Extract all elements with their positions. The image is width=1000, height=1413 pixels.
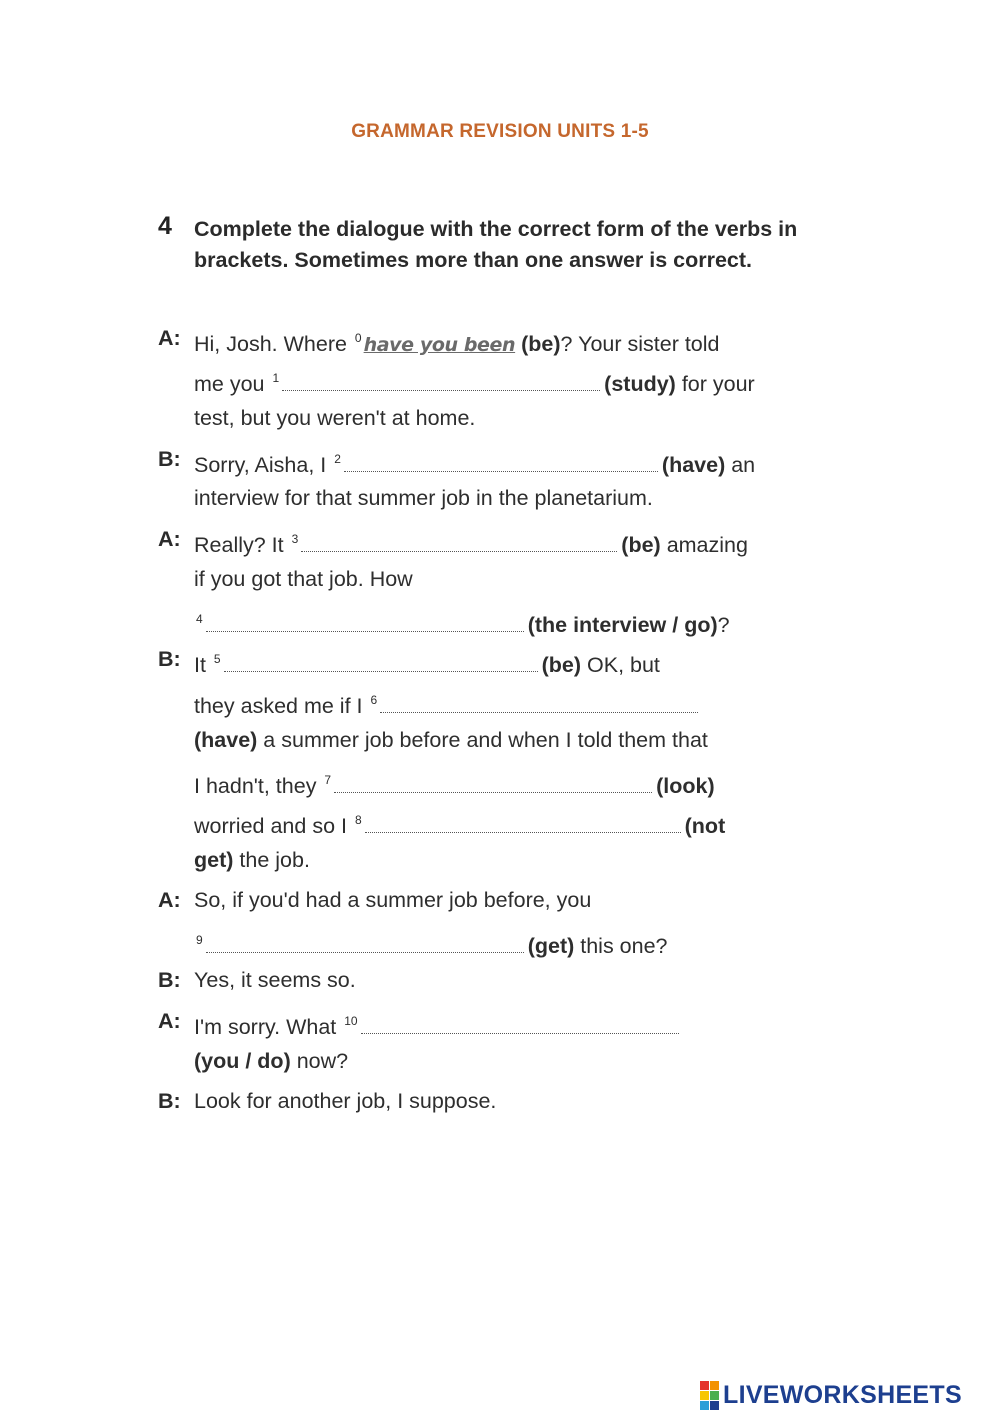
gap-number: 2	[334, 452, 341, 466]
gap-number: 3	[291, 532, 299, 546]
dialogue-text: Yes, it seems so.	[194, 968, 356, 992]
logo-block	[710, 1401, 719, 1410]
dialogue-text: me you	[194, 372, 271, 396]
dialogue-line	[194, 322, 720, 354]
dialogue-text: So, if you'd had a summer job before, you	[194, 888, 592, 912]
verb-prompt: (the interview / go)	[527, 613, 718, 637]
dialogue-text: It	[194, 653, 212, 677]
dialogue-line	[194, 1005, 683, 1037]
logo-blocks-icon	[700, 1381, 719, 1410]
dialogue-text: ? Your sister told	[560, 332, 720, 356]
answer-blank-7[interactable]	[334, 778, 652, 793]
dialogue-text: the job.	[233, 848, 310, 872]
dialogue-line	[194, 1045, 348, 1077]
verb-prompt: (get)	[527, 934, 575, 958]
dialogue-text: for your	[675, 372, 755, 396]
speaker-label: B:	[158, 647, 181, 671]
gap-number: 7	[324, 773, 332, 787]
dialogue-line	[194, 804, 725, 836]
answer-blank-5[interactable]	[224, 657, 538, 672]
speaker-label: A:	[158, 527, 181, 551]
dialogue-line	[194, 764, 715, 796]
dialogue-line	[194, 1085, 496, 1117]
dialogue-text: OK, but	[581, 653, 660, 677]
logo-block	[700, 1401, 709, 1410]
exercise-number: 4	[158, 212, 172, 240]
dialogue-text: Hi, Josh. Where	[194, 332, 353, 356]
dialogue-text: Sorry, Aisha, I	[194, 453, 333, 477]
dialogue-line	[194, 724, 708, 756]
liveworksheets-logo	[700, 1377, 962, 1413]
dialogue-line	[194, 523, 748, 555]
dialogue-text: amazing	[660, 533, 748, 557]
gap-number: 6	[370, 693, 378, 707]
speaker-label: A:	[158, 1009, 181, 1033]
dialogue-line	[194, 402, 475, 434]
dialogue-text: test, but you weren't at home.	[194, 406, 476, 430]
logo-block	[700, 1381, 709, 1390]
dialogue-line	[194, 443, 755, 475]
dialogue-text: I hadn't, they	[194, 774, 323, 798]
logo-text: LIVEWORKSHEETS	[723, 1380, 962, 1409]
verb-prompt: (you / do)	[194, 1049, 291, 1073]
dialogue-text: Look for another job, I suppose.	[194, 1089, 497, 1113]
answer-blank-9[interactable]	[206, 938, 524, 953]
dialogue-text: a summer job before and when I told them that	[257, 728, 708, 752]
speaker-label: B:	[158, 447, 181, 471]
gap-number: 8	[354, 813, 362, 827]
dialogue-text: ?	[717, 613, 730, 637]
dialogue-line	[194, 482, 653, 514]
speaker-label: B:	[158, 1089, 181, 1113]
dialogue-line	[194, 884, 591, 916]
dialogue-line	[194, 964, 356, 996]
verb-prompt: (be)	[541, 653, 582, 677]
gap-number: 10	[344, 1014, 358, 1028]
answer-blank-3[interactable]	[301, 537, 617, 552]
answer-blank-2[interactable]	[344, 457, 658, 472]
gap-number: 0	[354, 331, 362, 345]
gap-number: 9	[196, 933, 203, 947]
exercise-instructions: Complete the dialogue with the correct form of the verbs in brackets. Sometimes more than one answer is correct.	[194, 217, 798, 272]
speaker-label: A:	[158, 326, 181, 350]
answer-blank-10[interactable]	[361, 1019, 679, 1034]
answer-blank-1[interactable]	[282, 376, 600, 391]
answer-blank-8[interactable]	[365, 818, 681, 833]
verb-prompt: (look)	[656, 774, 715, 798]
verb-prompt: get)	[194, 848, 234, 872]
answer-blank-4[interactable]	[206, 617, 524, 632]
example-answer: have you been	[363, 334, 516, 356]
dialogue-text: if you got that job. How	[194, 567, 413, 591]
dialogue-line	[194, 603, 730, 635]
logo-block	[700, 1391, 709, 1400]
dialogue-line	[194, 924, 668, 956]
verb-prompt: (not	[684, 814, 726, 838]
verb-prompt: (be)	[621, 533, 661, 557]
dialogue-line	[194, 844, 310, 876]
dialogue-line	[194, 643, 660, 675]
dialogue-text: they asked me if I	[194, 694, 369, 718]
gap-number: 1	[272, 371, 280, 385]
speaker-label: A:	[158, 888, 181, 912]
dialogue-line	[194, 362, 755, 394]
dialogue-line	[194, 684, 702, 716]
dialogue-text: an	[725, 453, 756, 477]
answer-blank-6[interactable]	[380, 698, 698, 713]
logo-block	[710, 1381, 719, 1390]
dialogue-text: now?	[290, 1049, 349, 1073]
dialogue-text: Really? It	[194, 533, 290, 557]
speaker-label: B:	[158, 968, 181, 992]
verb-prompt: (have)	[661, 453, 726, 477]
dialogue-text: this one?	[574, 934, 668, 958]
dialogue-text: interview for that summer job in the planetarium.	[194, 486, 653, 510]
logo-block	[710, 1391, 719, 1400]
dialogue-text: worried and so I	[194, 814, 353, 838]
verb-prompt: (be)	[521, 332, 561, 356]
gap-number: 5	[213, 652, 221, 666]
verb-prompt: (have)	[194, 728, 258, 752]
dialogue-text: I'm sorry. What	[194, 1015, 343, 1039]
dialogue-line	[194, 563, 413, 595]
verb-prompt: (study)	[604, 372, 676, 396]
worksheet-title: GRAMMAR REVISION UNITS 1-5	[351, 121, 649, 142]
gap-number: 4	[196, 612, 203, 626]
